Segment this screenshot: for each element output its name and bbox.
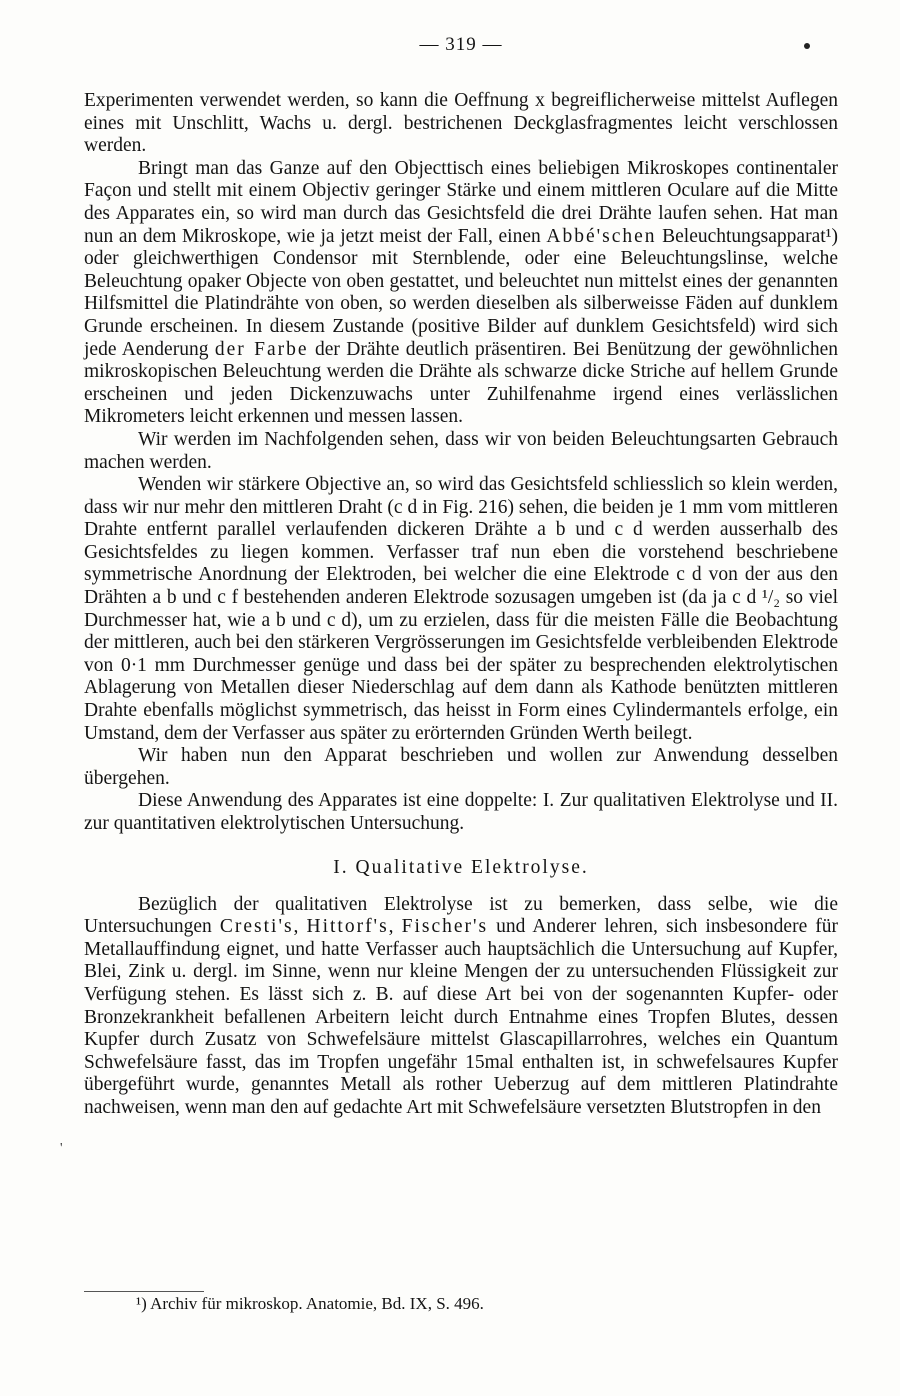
paragraph-4: Wenden wir stärkere Objective an, so wird das Gesichtsfeld schliesslich so klein werden, dass wir nur mehr den mittleren Draht (c d in Fig. 216) sehen, die beiden je 1 mm vom mittleren Drahte entfernt parallel verlaufenden dickeren Drähte a b und c d werden ausserhalb des Gesichtsfeldes zu liegen kommen. Verfasser traf nun eben die vorstehend beschriebene symmetrische Anordnung der Elektroden, bei welcher die eine Elektrode c d von der aus den Drähten a b und c f bestehenden anderen Elektrode sozusagen umgeben ist (da ja c d ¹/₂ so viel Durchmesser hat, wie a b und c d), um zu erzielen, dass für die meisten Fälle die Beobachtung der mittleren, auch bei den stärkeren Vergrösserungen im Gesichtsfelde verbleibenden Elektrode von 0·1 mm Durchmesser genüge und dass bei der später zu besprechenden elektrolytischen Ablagerung von Metallen dieser Niederschlag auf dem dann als Kathode benützten mittleren Drahte ebenfalls möglichst symmetrisch, das heisst in Form eines Cylindermantels erfolge, ein Umstand, dem der Verfasser aus später zu erörternden Gründen Werth beilegt. (84, 474, 838, 744)
paragraph-5: Wir haben nun den Apparat beschrieben und wollen zur Anwendung desselben übergehen. (84, 745, 838, 789)
paragraph-7-part-a: Bezüglich der qualitativen Elektrolyse ist zu bemerken, dass selbe, wie die Untersuchungen (84, 893, 838, 938)
page (84, 30, 838, 1120)
paragraph-6: Diese Anwendung des Apparates ist eine doppelte: I. Zur qualitativen Elektrolyse und II. zur quantitativen elektrolytischen Untersuchung. (84, 790, 838, 834)
separator-2: , (388, 916, 402, 938)
paragraph-7 (84, 894, 838, 1120)
name-hittorf: Hittorf's (306, 916, 389, 938)
paragraph-1: Experimenten verwendet werden, so kann die Oeffnung x begreiflicherweise mittelst Auflegen eines mit Unschlitt, Wachs u. dergl. bestrichenen Deckglasfragmentes leicht verschlossen werden. (84, 90, 838, 157)
emphasis-der-farbe: der Farbe (214, 338, 309, 360)
name-abbe: Abbé'schen (546, 225, 657, 247)
footnote: ¹) Archiv für mikroskop. Anatomie, Bd. IX, S. 496. (136, 1294, 484, 1313)
body-text (84, 90, 838, 1120)
margin-mark: ' (60, 1141, 63, 1156)
name-fischer: Fischer's (401, 916, 489, 938)
paragraph-2-part-a: Bringt man das Ganze auf den Objecttisch eines beliebigen Mikroskopes continentaler Façon und stellt mit einem Objectiv geringer Stärke und einem mittleren Oculare auf die Mitte des Apparates ein, so wird man durch das Gesichtsfeld die drei Drähte laufen sehen. Hat man nun an dem Mikroskope, wie ja jetzt meist der Fall, einen (84, 157, 838, 247)
paragraph-2-part-b: Beleuchtungsapparat¹) oder gleichwerthigen Condensor mit Sternblende, oder eine Beleuchtungslinse, welche Beleuchtung opaker Objecte von oben gestattet, und beleuchtet nun mittelst eines der genannten Hilfsmittel die Platindrähte von oben, so werden dieselben als silberweisse Fäden auf dunklem Grunde erscheinen. In diesem Zustande (positive Bilder auf dunklem Gesichtsfeld) wird sich jede Aenderung (84, 225, 838, 360)
page-number: — 319 — (419, 34, 503, 55)
name-cresti: Cresti's (219, 916, 294, 938)
paragraph-3: Wir werden im Nachfolgenden sehen, dass wir von beiden Beleuchtungsarten Gebrauch machen werden. (84, 428, 838, 473)
footnote-rule (84, 1291, 204, 1292)
paragraph-7-part-b: und Anderer lehren, sich insbesondere für Metallauffindung eignet, und hatte Verfasser auch hauptsächlich die Untersuchung auf Kupfer, Blei, Zink u. dergl. im Sinne, wenn nur kleine Mengen der zu untersuchenden Flüssigkeit zur Verfügung stehen. Es lässt sich z. B. auf diese Art bei von der sogenannten Kupfer- oder Bronzekrankheit befallenen Arbeitern leicht durch Entnahme eines Tropfen Blutes, dessen Kupfer durch Zusatz von Schwefelsäure mittelst Glascapillarrohres, welches ein Quantum Schwefelsäure fasst, das im Tropfen ungefähr 15mal enthalten ist, in schwefelsaures Kupfer übergeführt wurde, genanntes Metall als rother Ueberzug auf dem mittleren Platindrahte nachweisen, wenn man den auf gedachte Art mit Schwefelsäure versetzten Blutstropfen in den (84, 916, 839, 1118)
section-heading: I. Qualitative Elektrolyse. (333, 856, 589, 878)
paragraph-2-part-c: der Drähte deutlich präsentiren. Bei Benützung der gewöhnlichen mikroskopischen Beleuchtung werden die Drähte als schwarze dicke Striche auf hellem Grunde erscheinen und jeden Dickenzuwachs unter Zuhilfenahme irgend eines verlässlichen Mikrometers leicht erkennen und messen lassen. (84, 338, 838, 428)
separator-1: , (293, 916, 307, 938)
paragraph-2 (84, 158, 838, 429)
